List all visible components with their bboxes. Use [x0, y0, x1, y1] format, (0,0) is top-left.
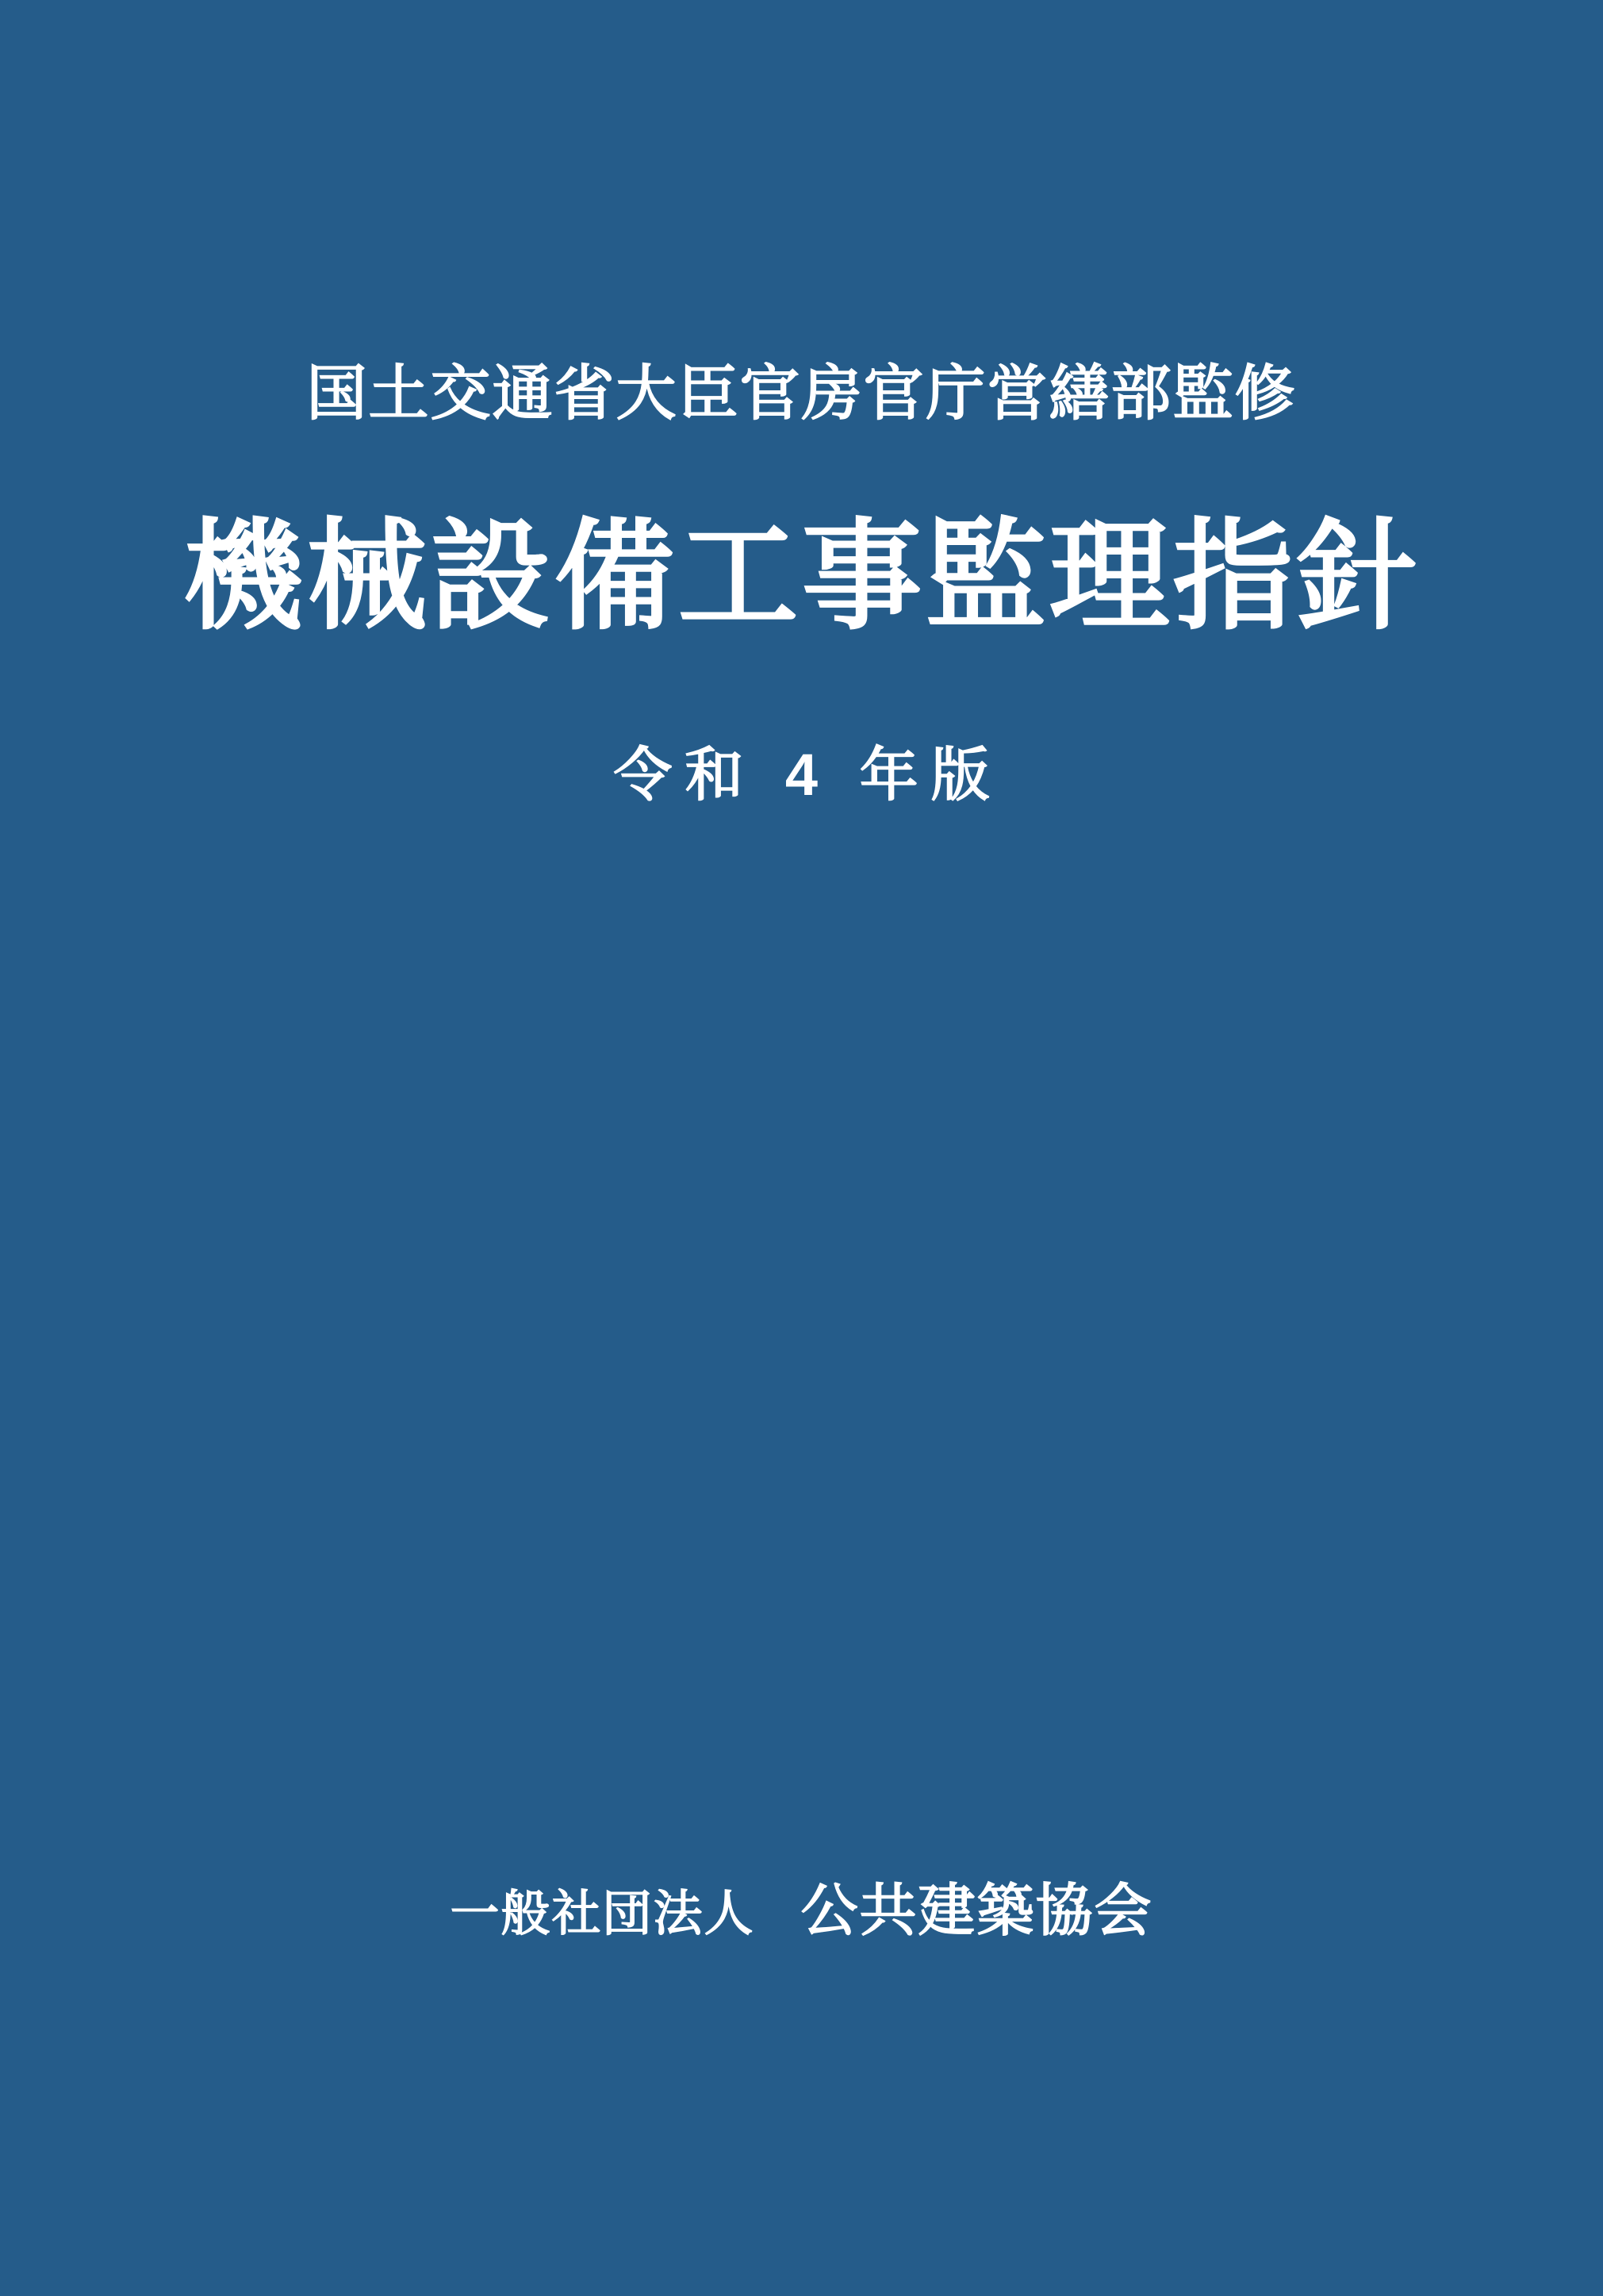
- page-title: 機械設備工事監理指針: [182, 509, 1421, 644]
- publisher-prefix: 一般社団法人: [450, 1887, 755, 1941]
- edition-label: 令和 4 年版: [613, 741, 1003, 808]
- publisher-block: [0, 1864, 1603, 1947]
- supervisor-line: 国土交通省大臣官房官庁営繕部監修: [306, 360, 1297, 428]
- publisher-name: 公共建築協会: [800, 1879, 1153, 1943]
